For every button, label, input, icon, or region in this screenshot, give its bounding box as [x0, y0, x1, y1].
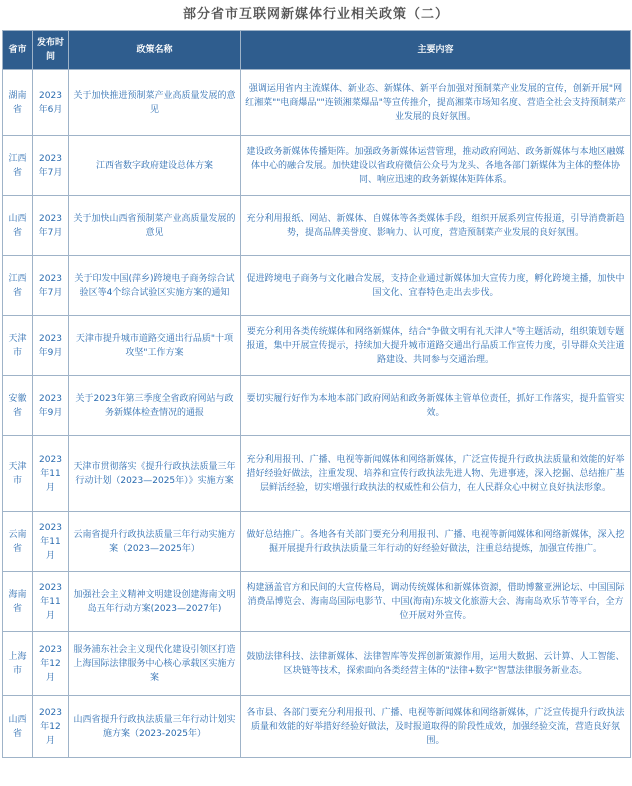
- row-content: 强调运用省内主流媒体、新业态、新媒体、新平台加强对预制菜产业发展的宣传，创新开展"网红湘菜""电商爆品""连锁湘菜爆品"等宣传推介，提高湘菜市场知名度、营造全社会支持预制菜产业发展的良好氛围。: [241, 70, 631, 136]
- row-policy-name: 云南省提升行政执法质量三年行动实施方案（2023—2025年）: [69, 512, 241, 572]
- row-policy-name: 关于加快推进预制菜产业高质量发展的意见: [69, 70, 241, 136]
- row-date: 2023年11月: [33, 436, 69, 512]
- table-row: [3, 256, 631, 316]
- row-content: 建设政务新媒体传播矩阵。加强政务新媒体运营管理，推动政府网站、政务新媒体与本地区融媒体中心的融合发展。加快建设以省政府微信公众号为龙头、各地各部门新媒体为主体的整体协同、响应迅速的政务新媒体矩阵体系。: [241, 136, 631, 196]
- table-row: [3, 136, 631, 196]
- row-province: 山西省: [3, 696, 33, 758]
- row-date: 2023年7月: [33, 136, 69, 196]
- table-row: [3, 316, 631, 376]
- table-row: [3, 696, 631, 758]
- table-header-row: [3, 31, 631, 70]
- row-date: 2023年7月: [33, 256, 69, 316]
- row-date: 2023年12月: [33, 696, 69, 758]
- table-row: [3, 436, 631, 512]
- table-row: [3, 376, 631, 436]
- table-row: [3, 572, 631, 632]
- row-province: 海南省: [3, 572, 33, 632]
- row-province: 天津市: [3, 316, 33, 376]
- row-province: 天津市: [3, 436, 33, 512]
- policy-table: [2, 30, 631, 758]
- row-content: 做好总结推广。各地各有关部门要充分利用报刊、广播、电视等新闻媒体和网络新媒体，深入挖掘开展提升行政执法质量三年行动的好经验好做法，注重总结提炼，加强宣传推广。: [241, 512, 631, 572]
- row-policy-name: 山西省提升行政执法质量三年行动计划实施方案（2023-2025年）: [69, 696, 241, 758]
- row-policy-name: 江西省数字政府建设总体方案: [69, 136, 241, 196]
- header-date: 发布时间: [33, 31, 69, 70]
- header-province: 省市: [3, 31, 33, 70]
- row-date: 2023年7月: [33, 196, 69, 256]
- row-date: 2023年6月: [33, 70, 69, 136]
- row-content: 要切实履行好作为本地本部门政府网站和政务新媒体主管单位责任，抓好工作落实，提升监管实效。: [241, 376, 631, 436]
- page-title: 部分省市互联网新媒体行业相关政策（二）: [182, 7, 449, 22]
- row-policy-name: 关于加快山西省预制菜产业高质量发展的意见: [69, 196, 241, 256]
- row-content: 各市县、各部门要充分利用报刊、广播、电视等新闻媒体和网络新媒体，广泛宣传提升行政执法质量和效能的好举措好经验好做法，及时报道取得的阶段性成效，加强经验交流，营造良好氛围。: [241, 696, 631, 758]
- row-province: 云南省: [3, 512, 33, 572]
- row-policy-name: 天津市提升城市道路交通出行品质"十项攻坚"工作方案: [69, 316, 241, 376]
- row-policy-name: 关于印发中国(萍乡)跨境电子商务综合试验区等4个综合试验区实施方案的通知: [69, 256, 241, 316]
- row-policy-name: 天津市贯彻落实《提升行政执法质量三年行动计划（2023—2025年）》实施方案: [69, 436, 241, 512]
- row-date: 2023年9月: [33, 316, 69, 376]
- header-name: 政策名称: [69, 31, 241, 70]
- row-date: 2023年12月: [33, 632, 69, 696]
- row-province: 江西省: [3, 256, 33, 316]
- row-content: 充分利用报刊、广播、电视等新闻媒体和网络新媒体，广泛宣传提升行政执法质量和效能的好举措好经验好做法，注重发现、培养和宣传行政执法先进人物、先进事迹，深入挖掘、总结推广基层鲜活经验，切实增强行政执法的权威性和公信力，在人民群众心中树立良好执法形象。: [241, 436, 631, 512]
- row-province: 山西省: [3, 196, 33, 256]
- row-province: 江西省: [3, 136, 33, 196]
- table-row: [3, 70, 631, 136]
- row-policy-name: 加强社会主义精神文明建设创建海南文明岛五年行动方案(2023—2027年): [69, 572, 241, 632]
- row-content: 充分利用报纸、网站、新媒体、自媒体等各类媒体手段，组织开展系列宣传报道，引导消费新趋势，提高品牌美誉度、影响力、认可度，营造预制菜产业发展的良好氛围。: [241, 196, 631, 256]
- row-content: 鼓励法律科技、法律新媒体、法律智库等发挥创新策源作用，运用大数据、云计算、人工智能、区块链等技术，探索面向各类经营主体的"法律+数字"智慧法律服务新业态。: [241, 632, 631, 696]
- row-content: 促进跨境电子商务与文化融合发展，支持企业通过新媒体加大宣传力度，孵化跨境主播，加快中国文化、宜春特色走出去步伐。: [241, 256, 631, 316]
- row-province: 上海市: [3, 632, 33, 696]
- table-row: [3, 196, 631, 256]
- row-policy-name: 服务浦东社会主义现代化建设引领区打造上海国际法律服务中心核心承载区实施方案: [69, 632, 241, 696]
- row-content: 要充分利用各类传统媒体和网络新媒体，结合"争做文明有礼天津人"等主题活动，组织策划专题报道，集中开展宣传提示，持续加大提升城市道路交通出行品质工作宣传力度，引导群众关注道路建设、共同参与交通治理。: [241, 316, 631, 376]
- row-date: 2023年11月: [33, 512, 69, 572]
- table-row: [3, 512, 631, 572]
- row-content: 构建涵盖官方和民间的大宣传格局，调动传统媒体和新媒体资源，借助博鳌亚洲论坛、中国国际消费品博览会、海南岛国际电影节、中国(海南)东坡文化旅游大会、海南岛欢乐节等平台，全方位开展对外宣传。: [241, 572, 631, 632]
- row-date: 2023年9月: [33, 376, 69, 436]
- table-row: [3, 632, 631, 696]
- header-content: 主要内容: [241, 31, 631, 70]
- row-date: 2023年11月: [33, 572, 69, 632]
- row-province: 湖南省: [3, 70, 33, 136]
- row-province: 安徽省: [3, 376, 33, 436]
- row-policy-name: 关于2023年第三季度全省政府网站与政务新媒体检查情况的通报: [69, 376, 241, 436]
